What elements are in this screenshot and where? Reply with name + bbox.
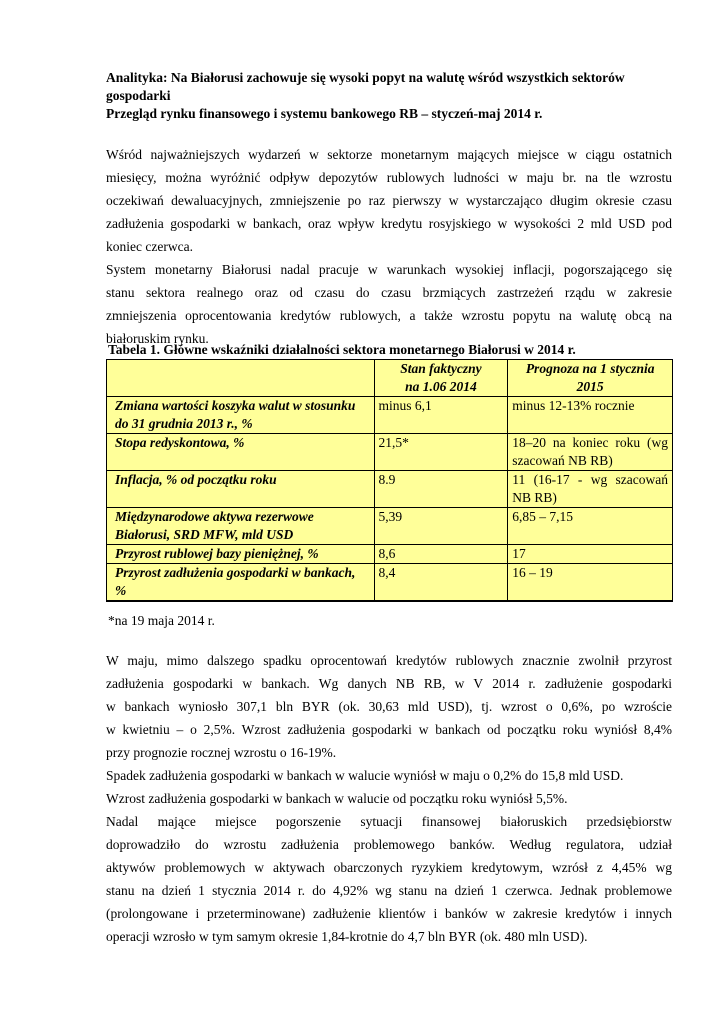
row-label: Zmiana wartości koszyka walut w stosunku do 31 grudnia 2013 r., % xyxy=(107,397,375,434)
body-p6-line: operacji wzrosło w tym samym okresie 1,84-krotnie do 4,7 bln BYR (ok. 480 mln USD). xyxy=(106,929,588,944)
table-header-empty-cell xyxy=(107,360,375,397)
body-p3-line: w kwietniu – o 2,5%. Wzrost zadłużenia gospodarki w bankach od początku roku wyniósł 8,4% xyxy=(106,722,672,737)
intro-p2-line: zmniejszenia oprocentowania kredytów rublowych, a także wzrostu popytu na walutę obcą na xyxy=(106,308,672,323)
body-p5: Wzrost zadłużenia gospodarki w bankach w walucie od początku roku wyniósł 5,5%. xyxy=(106,791,568,806)
table-row xyxy=(107,397,673,434)
row-forecast: 18–20 na koniec roku (wg szacowań NB RB) xyxy=(508,434,673,471)
row-actual: 8,4 xyxy=(374,564,508,602)
intro-p1-line: zadłużenia gospodarki w bankach, oraz wpływ kredytu rosyjskiego w wysokości 2 mld USD pod xyxy=(106,216,672,231)
row-actual: 8.9 xyxy=(374,471,508,508)
row-forecast: 17 xyxy=(508,545,673,564)
row-forecast: minus 12-13% rocznie xyxy=(508,397,673,434)
table-row xyxy=(107,508,673,545)
intro-p1-line: miesięcy, można wyróżnić odpływ depozytów rublowych ludności w maju br. na tle wzrostu xyxy=(106,170,672,185)
intro-p1-line: Wśród najważniejszych wydarzeń w sektorze monetarnym mających miejsce w ciągu ostatnich xyxy=(106,147,672,162)
header-actual-line-2: na 1.06 2014 xyxy=(405,379,477,394)
intro-p1-line: koniec czerwca. xyxy=(106,239,193,254)
header-actual-line-1: Stan faktyczny xyxy=(400,361,482,376)
row-label: Przyrost rublowej bazy pieniężnej, % xyxy=(107,545,375,564)
row-forecast: 11 (16-17 - wg szacowań NB RB) xyxy=(508,471,673,508)
table-header-forecast xyxy=(508,360,673,397)
heading-line-3: Przegląd rynku finansowego i systemu bankowego RB – styczeń-maj 2014 r. xyxy=(106,106,543,121)
row-forecast: 6,85 – 7,15 xyxy=(508,508,673,545)
body-p6-line: aktywów problemowych w aktywach obarczonych ryzykiem kredytowym, wzrósł z 4,45% wg xyxy=(106,860,672,875)
body-p3-line: w bankach wyniosło 307,1 bln BYR (ok. 30,63 mld USD), tj. wzrost o 0,6%, po wzroście xyxy=(106,699,672,714)
body-p4: Spadek zadłużenia gospodarki w bankach w walucie wyniósł w maju o 0,2% do 15,8 mld USD. xyxy=(106,768,624,783)
table-header-row xyxy=(107,360,673,397)
header-forecast-line-2: 2015 xyxy=(576,379,604,394)
heading-line-2: gospodarki xyxy=(106,88,171,103)
body-p3-line: zadłużenia gospodarki w bankach. Wg danych NB RB, w V 2014 r. zadłużenie gospodarki xyxy=(106,676,672,691)
body-p6-line: Nadal mające miejsce pogorszenie sytuacji finansowej białoruskich przedsiębiorstw xyxy=(106,814,672,829)
row-label: Stopa redyskontowa, % xyxy=(107,434,375,471)
heading-line-1: Analityka: Na Białorusi zachowuje się wysoki popyt na walutę wśród wszystkich sektorów xyxy=(106,70,625,85)
body-p6-line: (prolongowane i przeterminowane) zadłużenie klientów i banków w zakresie kredytów i innych xyxy=(106,906,672,921)
intro-p2-line: System monetarny Białorusi nadal pracuje w warunkach wysokiej inflacji, pogorszającego się xyxy=(106,262,672,277)
row-forecast: 16 – 19 xyxy=(508,564,673,602)
table-caption: Tabela 1. Główne wskaźniki działalności sektora monetarnego Białorusi w 2014 r. xyxy=(108,342,576,357)
table-row xyxy=(107,471,673,508)
row-actual: 8,6 xyxy=(374,545,508,564)
row-label: Międzynarodowe aktywa rezerwowe Białorusi, SRD MFW, mld USD xyxy=(107,508,375,545)
table-footnote: *na 19 maja 2014 r. xyxy=(108,613,215,628)
body-p3-line: przy prognozie rocznej wzrostu o 16-19%. xyxy=(106,745,337,760)
table-row xyxy=(107,545,673,564)
indicators-table xyxy=(106,359,673,602)
body-p6-line: doprowadziło do wzrostu zadłużenia problemowego banków. Według regulatora, udział xyxy=(106,837,672,852)
intro-p1-line: oczekiwań dewaluacyjnych, zmniejszenie po raz pierwszy w wystarczająco długim okresie czasu xyxy=(106,193,672,208)
body-p3-line: W maju, mimo dalszego spadku oprocentowań kredytów rublowych znacznie zwolnił przyrost xyxy=(106,653,672,668)
table-row xyxy=(107,564,673,602)
intro-p2-line: stanu sektora realnego oraz od czasu do czasu brzmiących zastrzeżeń rządu w zakresie xyxy=(106,285,672,300)
row-actual: 5,39 xyxy=(374,508,508,545)
table-row xyxy=(107,434,673,471)
row-actual: 21,5* xyxy=(374,434,508,471)
body-p6-line: stanu na dzień 1 stycznia 2014 r. do 4,92% wg stanu na dzień 1 czerwca. Jednak problemowe xyxy=(106,883,672,898)
intro-p2-line: białoruskim rynku. xyxy=(106,331,209,346)
row-label: Inflacja, % od początku roku xyxy=(107,471,375,508)
row-label: Przyrost zadłużenia gospodarki w bankach, % xyxy=(107,564,375,602)
row-actual: minus 6,1 xyxy=(374,397,508,434)
table-header-actual xyxy=(374,360,508,397)
header-forecast-line-1: Prognoza na 1 stycznia xyxy=(525,361,655,376)
